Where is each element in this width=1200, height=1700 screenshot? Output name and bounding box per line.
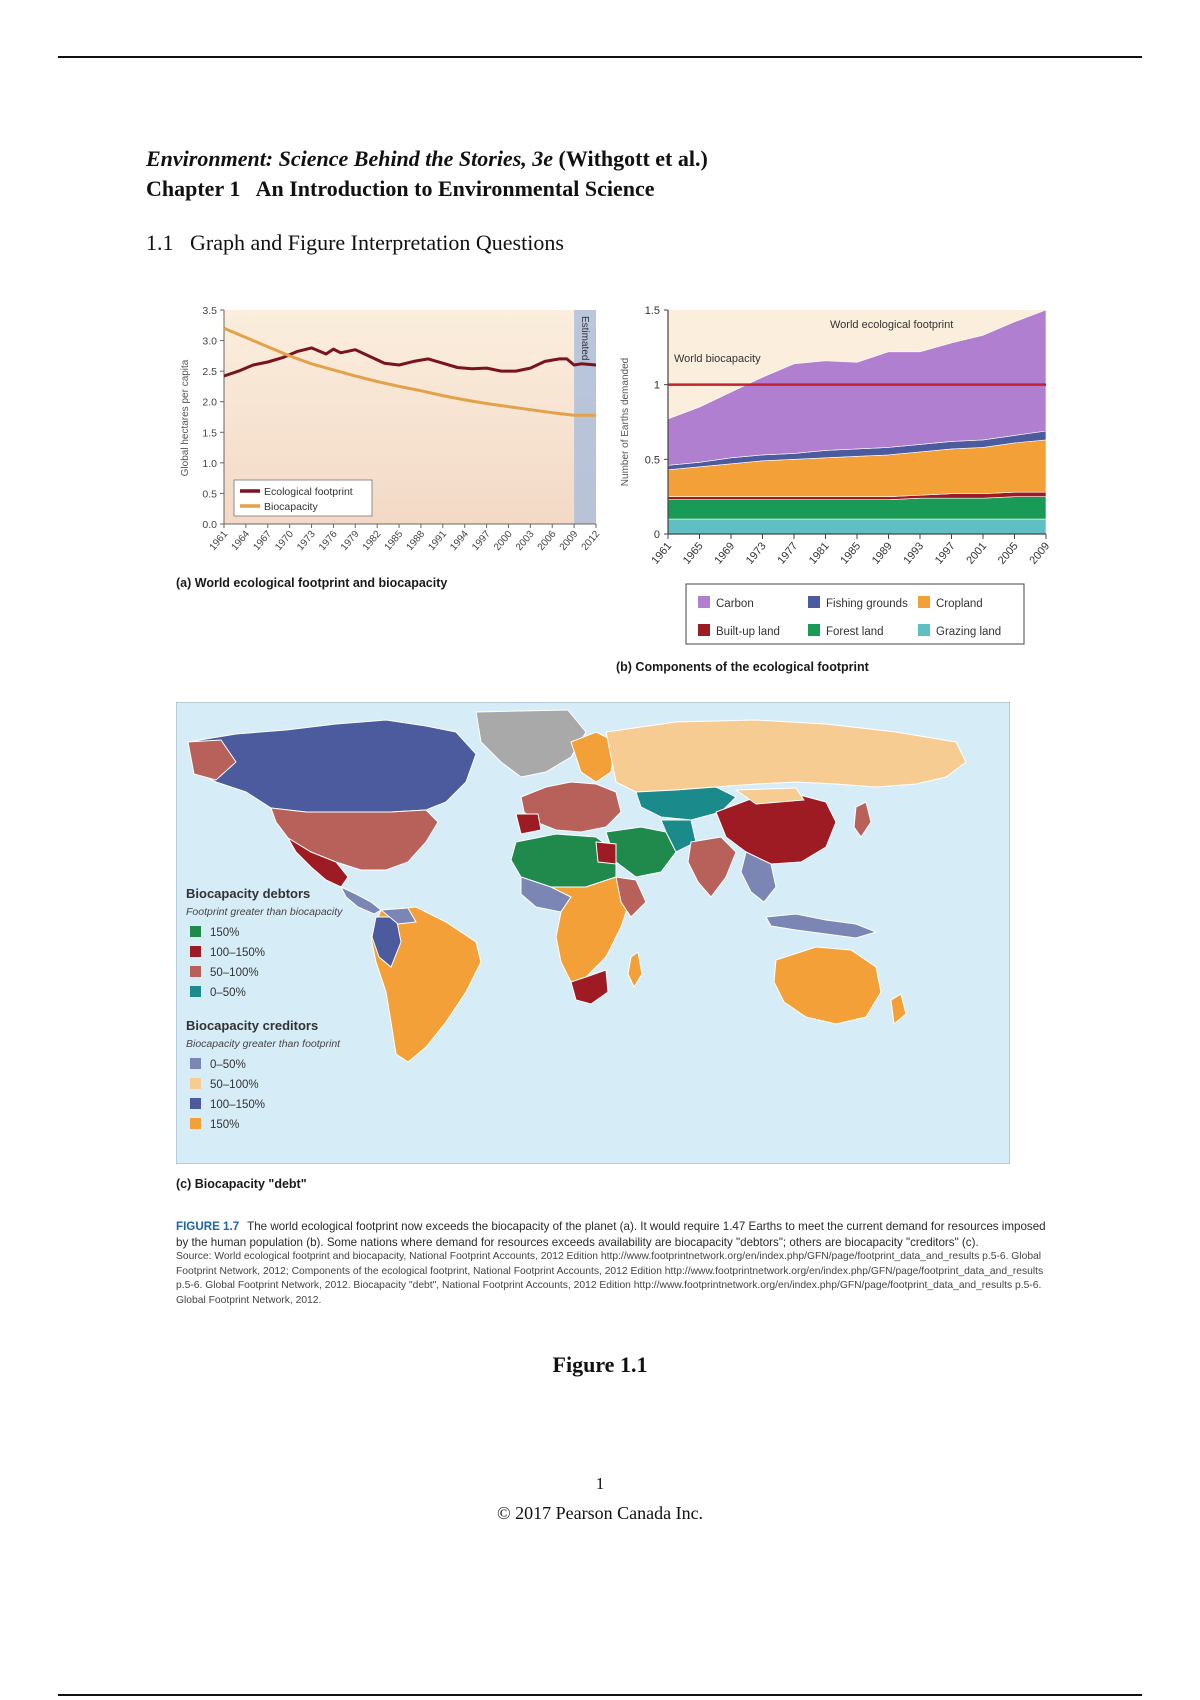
bottom-rule: [58, 1694, 1142, 1696]
chart-a-ytick-label: 3.0: [202, 335, 217, 348]
chart-a-legend: [234, 480, 372, 516]
map-legend-debtor-swatch: [190, 986, 201, 997]
chart-b-legend-label: Forest land: [826, 626, 884, 638]
top-rule: [58, 56, 1142, 58]
chart-b-legend-swatch: [808, 624, 820, 636]
chart-b-ylabel: Number of Earths demanded: [620, 357, 631, 487]
chapter-title: Chapter 1 An Introduction to Environmental Science: [146, 176, 655, 201]
panel-a-caption: (a) World ecological footprint and biocapacity: [176, 576, 448, 590]
chart-a-xtick-label: 1988: [404, 528, 428, 553]
chart-b-xtick-label: 2001: [964, 540, 990, 567]
chart-a-xtick-label: 1979: [338, 528, 362, 553]
chart-a-ytick-label: 1.5: [202, 427, 217, 440]
chart-b-area-grazing-land: [668, 519, 1046, 534]
chart-b-legend-label: Grazing land: [936, 626, 1002, 638]
chart-b: [612, 298, 1062, 693]
map-legend-creditors-title: Biocapacity creditors: [186, 1018, 319, 1033]
chart-b-annotation-biocapacity: World biocapacity: [674, 353, 761, 365]
chart-a-ylabel: Global hectares per capita: [180, 359, 191, 477]
map-legend-creditor-swatch: [190, 1098, 201, 1109]
chart-b-ytick-label: 1: [653, 379, 660, 392]
map-legend-creditor-label: 0–50%: [210, 1059, 246, 1071]
figure-caption-label: FIGURE 1.7: [176, 1220, 240, 1233]
chart-a-xtick-label: 1982: [360, 528, 384, 553]
egypt: [596, 842, 616, 864]
map-legend-debtor-label: 0–50%: [210, 987, 246, 999]
world-map: [176, 702, 1010, 1164]
map-legend-creditors-sub: Biocapacity greater than footprint: [186, 1038, 341, 1050]
chart-b-xtick-label: 1985: [838, 540, 864, 567]
map-legend-creditor-label: 50–100%: [210, 1079, 259, 1091]
chart-b-xtick-label: 1961: [649, 540, 675, 567]
chart-a-xtick-label: 1976: [316, 528, 340, 553]
panel-c-caption: (c) Biocapacity "debt": [176, 1177, 307, 1191]
chart-a-xtick-label: 2003: [513, 528, 537, 553]
chart-b-legend-label: Carbon: [716, 598, 754, 610]
chart-a-xtick-label: 1964: [229, 528, 253, 553]
map-legend-creditor-swatch: [190, 1118, 201, 1129]
map-legend-creditor-label: 150%: [210, 1119, 240, 1131]
map-legend-debtor-swatch: [190, 966, 201, 977]
chart-a: [170, 298, 610, 588]
copyright: © 2017 Pearson Canada Inc.: [496, 1503, 704, 1523]
map-legend-debtor-label: 50–100%: [210, 967, 259, 979]
chart-a-ytick-label: 0.0: [202, 519, 217, 531]
figure-title: Figure 1.1: [552, 1352, 648, 1377]
panel-b-caption: (b) Components of the ecological footprint: [616, 660, 869, 674]
chart-a-estimated-label: Estimated: [579, 316, 591, 361]
map-legend-creditor-swatch: [190, 1058, 201, 1069]
chart-b-legend-swatch: [808, 596, 820, 608]
chart-a-ytick-label: 2.0: [202, 396, 217, 409]
chart-a-xtick-label: 1997: [470, 528, 493, 553]
chart-a-ytick-label: 1.0: [202, 457, 217, 470]
chart-b-xtick-label: 1993: [901, 540, 927, 567]
legend-ecological-footprint: Ecological footprint: [264, 486, 353, 498]
chart-a-xtick-label: 2000: [492, 528, 515, 553]
figure-caption-source: Source: World ecological footprint and biocapacity, National Footprint Accounts, 2012 Edition http://www.footprintnetwork.org/en/index.php/GFN/page/footprint_data_and_results p.5-6. Global Footprint Network, 2012; Components of the ecological footprint, National Footprint Accounts, 2012 Edition http://www.footprintnetwork.org/en/index.php/GFN/page/footprint_data_and_results p.5-6. Global Footprint Network, 2012. Biocapacity "debt", National Footprint Accounts, 2012 Edition http://www.footprintnetwork.org/en/index.php/GFN/page/footprint_data_and_results p.5-6. Global Footprint Network, 2012.: [176, 1251, 1044, 1306]
chart-b-xtick-label: 2005: [995, 540, 1021, 567]
chart-b-ytick-label: 0: [653, 529, 660, 541]
map-legend-debtor-swatch: [190, 926, 201, 937]
chart-b-annotation-footprint: World ecological footprint: [830, 319, 954, 331]
chart-a-xtick-label: 1961: [207, 528, 231, 553]
chart-b-legend-label: Fishing grounds: [826, 598, 908, 610]
chart-b-legend-swatch: [918, 596, 930, 608]
chart-b-ytick-label: 0.5: [644, 454, 660, 467]
chart-b-xtick-label: 1997: [932, 540, 958, 567]
chart-b-legend-swatch: [698, 624, 710, 636]
chart-a-ytick-label: 3.5: [202, 305, 217, 317]
book-title-line: [146, 146, 708, 172]
map-legend-debtor-label: 100–150%: [210, 947, 265, 959]
chart-a-xtick-label: 1967: [251, 528, 275, 553]
chart-a-ytick-label: 2.5: [202, 366, 217, 379]
chart-a-xtick-label: 1970: [273, 528, 296, 553]
chart-b-xtick-label: 1989: [869, 540, 895, 567]
chart-b-xtick-label: 1977: [775, 540, 801, 567]
chart-b-xtick-label: 2009: [1027, 540, 1053, 567]
chart-b-legend-swatch: [918, 624, 930, 636]
figure-caption: [176, 1219, 1056, 1308]
section-title: 1.1 Graph and Figure Interpretation Questions: [146, 230, 564, 255]
book-title: Environment: Science Behind the Stories, 3e: [146, 146, 554, 171]
chart-a-xtick-label: 2012: [579, 528, 603, 553]
figure-caption-text: The world ecological footprint now exceeds the biocapacity of the planet (a). It would require 1.47 Earths to meet the current demand for resources imposed by the human population (b). Some nations where demand for resources exceeds availability are biocapacity "debtors"; others are biocapacity "creditors" (c).: [176, 1220, 1046, 1249]
chart-b-legend: [686, 584, 1024, 644]
chart-b-xtick-label: 1973: [743, 540, 769, 567]
chart-a-xtick-label: 1994: [448, 528, 472, 553]
chart-a-ytick-label: 0.5: [202, 488, 217, 501]
chart-a-xtick-label: 1973: [295, 528, 318, 553]
map-legend-creditor-label: 100–150%: [210, 1099, 265, 1111]
chart-b-xtick-label: 1965: [680, 540, 706, 567]
iberia: [516, 814, 541, 834]
chart-b-xtick-label: 1981: [806, 540, 832, 567]
chart-a-xtick-label: 2009: [557, 528, 581, 553]
map-legend-debtors-sub: Footprint greater than biocapacity: [186, 906, 343, 918]
book-authors: (Withgott et al.): [553, 146, 708, 171]
chart-b-area-forest-land: [668, 497, 1046, 519]
chart-b-legend-swatch: [698, 596, 710, 608]
chart-b-xtick-label: 1969: [712, 540, 738, 567]
chart-a-xtick-label: 1991: [426, 528, 450, 553]
chart-a-xtick-label: 1985: [382, 528, 406, 553]
map-legend-debtors-title: Biocapacity debtors: [186, 886, 311, 901]
map-legend-creditor-swatch: [190, 1078, 201, 1089]
legend-biocapacity: Biocapacity: [264, 501, 318, 513]
chart-a-xtick-label: 2006: [535, 528, 559, 553]
chart-b-ytick-label: 1.5: [644, 305, 660, 317]
chart-b-legend-label: Cropland: [936, 598, 983, 610]
page-number: 1: [595, 1474, 605, 1493]
chart-b-legend-label: Built-up land: [716, 626, 780, 638]
map-legend-debtor-swatch: [190, 946, 201, 957]
map-legend-debtor-label: 150%: [210, 927, 240, 939]
